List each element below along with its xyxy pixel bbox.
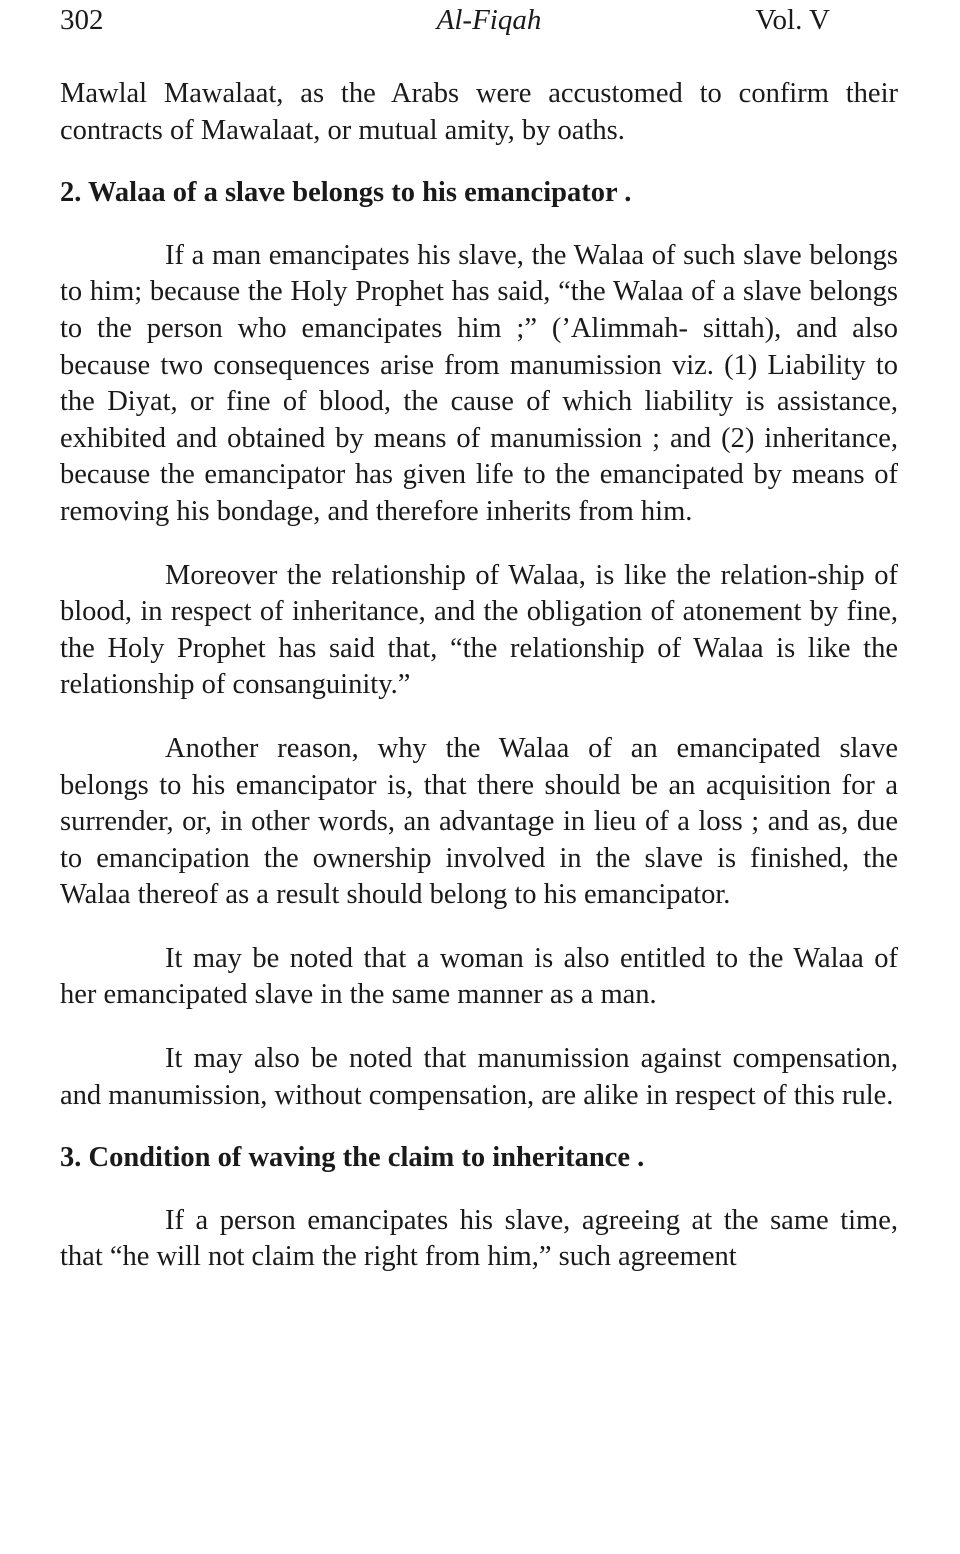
paragraph-compensation: It may also be noted that manumission against compensation, and manumission, without compensation, are alike in respect of this rule. <box>60 1043 898 1111</box>
paragraph-condition: If a person emancipates his slave, agreeing at the same time, that “he will not claim the right from him,” such agreement <box>60 1204 898 1273</box>
section-heading-3: 3. Condition of waving the claim to inheritance . <box>60 1142 645 1174</box>
page-number: 302 <box>60 4 104 36</box>
paragraph-emancipation: If a man emancipates his slave, the Walaa of such slave belongs to him; because the Holy Prophet has said, “the Walaa of a slave belongs to the person who emancipates him ;” (’Alimmah- sittah), and also because two consequences arise from manumission viz. (1) Liability to the Diyat, or fine of blood, the cause of which liability is assistance, exhibited and obtained by means of manumission ; and (2) inheritance, because the emancipator has given life to the emancipated by means of removing his bondage, and therefore inherits from him. <box>60 239 898 527</box>
paragraph-relationship: Moreover the relationship of Walaa, is like the relation-ship of blood, in respect of inheritance, and the obligation of atonement by fine, the Holy Prophet has said that, “the relationship of Walaa is like the relationship of consanguinity.” <box>60 559 898 701</box>
paragraph-another-reason: Another reason, why the Walaa of an emancipated slave belongs to his emancipator is, that there should be an acquisition for a surrender, or, in other words, an advantage in lieu of a loss ; and as, due to emancipation the ownership involved in the slave is finished, the Walaa thereof as a result should belong to his emancipator. <box>60 732 898 911</box>
book-title: Al-Fiqah <box>436 4 542 36</box>
section-heading-2: 2. Walaa of a slave belongs to his emancipator . <box>60 177 632 209</box>
paragraph-woman-entitled: It may be noted that a woman is also entitled to the Walaa of her emancipated slave in the same manner as a man. <box>60 942 898 1011</box>
running-header <box>60 0 898 48</box>
paragraph-continuation: Mawlal Mawalaat, as the Arabs were accustomed to confirm their contracts of Mawalaat, or mutual amity, by oaths. <box>60 78 898 146</box>
volume-label: Vol. V <box>755 4 830 36</box>
document-page <box>60 0 898 1276</box>
